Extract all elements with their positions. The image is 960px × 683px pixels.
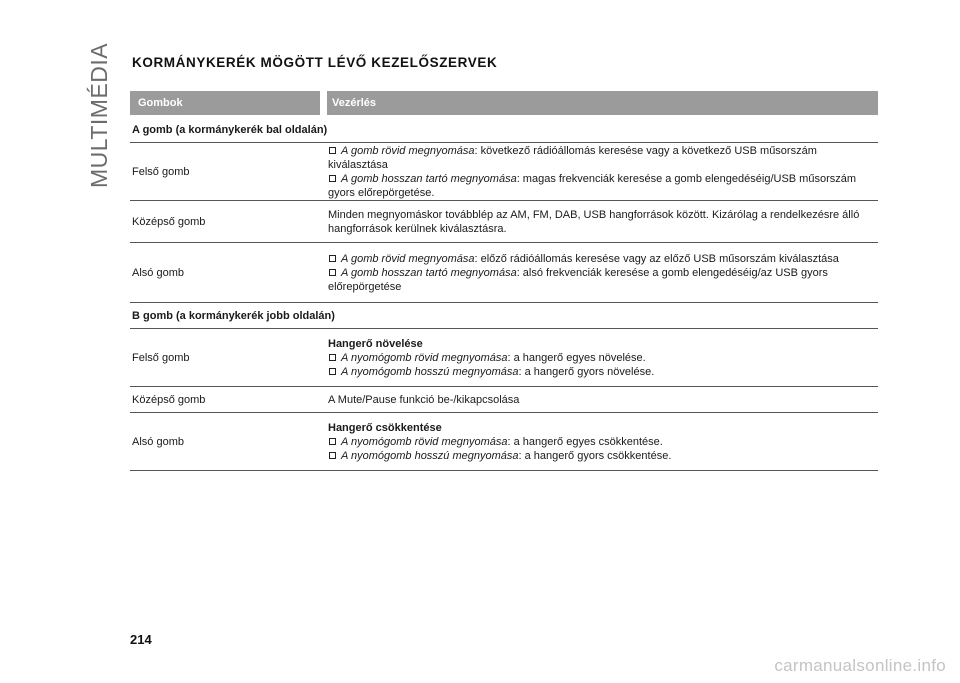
- row-subheading: Hangerő csökkentése: [328, 421, 442, 434]
- item-term: A gomb rövid megnyomása: [341, 252, 475, 265]
- list-item: [328, 266, 878, 294]
- item-term: A nyomógomb rövid megnyomása: [341, 351, 508, 364]
- row-label: Felső gomb: [132, 165, 190, 178]
- item-term: A nyomógomb hosszú megnyomása: [341, 365, 519, 378]
- list-item: [328, 351, 878, 365]
- side-chapter-title-text: MULTIMÉDIA: [86, 42, 112, 188]
- row-description: A Mute/Pause funkció be-/kikapcsolása: [328, 393, 520, 406]
- column-header-buttons: Gombok: [130, 91, 320, 115]
- page-number: 214: [130, 632, 152, 647]
- section-b-title: B gomb (a kormánykerék jobb oldalán): [130, 303, 878, 329]
- bullet-square-icon: [329, 147, 336, 154]
- list-item: [328, 252, 878, 266]
- row-label: Középső gomb: [132, 393, 206, 406]
- column-header-control: Vezérlés: [327, 91, 878, 115]
- list-item: [328, 449, 878, 463]
- bullet-square-icon: [329, 452, 336, 459]
- bullet-square-icon: [329, 175, 336, 182]
- table-row: [130, 201, 878, 243]
- page-title: KORMÁNYKERÉK MÖGÖTT LÉVŐ KEZELŐSZERVEK: [132, 55, 498, 70]
- row-description: [327, 138, 878, 206]
- bullet-square-icon: [329, 269, 336, 276]
- bullet-square-icon: [329, 255, 336, 262]
- list-item: [328, 365, 878, 379]
- item-term: A nyomógomb rövid megnyomása: [341, 435, 508, 448]
- bullet-square-icon: [329, 368, 336, 375]
- item-text: : alsó frekvenciák keresése a gomb elengedéséig/az USB gyors előrepörgetése: [328, 266, 828, 293]
- table-row: [130, 143, 878, 201]
- row-description: Minden megnyomáskor továbblép az AM, FM, DAB, USB hangforrások között. Kizárólag a rendelkezésre álló hangforrások kerülnek kiválasztásra.: [328, 208, 860, 235]
- item-text: : magas frekvenciák keresése a gomb elengedéséig/USB műsorszám gyors előrepörgetése.: [328, 172, 857, 199]
- row-subheading: Hangerő növelése: [328, 337, 423, 350]
- table-row: [130, 243, 878, 303]
- row-label: Alsó gomb: [132, 266, 184, 279]
- table-row: [130, 413, 878, 471]
- item-term: A gomb hosszan tartó megnyomása: [341, 172, 517, 185]
- item-text: : a hangerő egyes csökkentése.: [507, 435, 663, 448]
- list-item: [328, 172, 878, 200]
- row-label: Alsó gomb: [132, 435, 184, 448]
- row-description: [327, 415, 878, 469]
- list-item: [328, 144, 878, 172]
- section-a-title: A gomb (a kormánykerék bal oldalán): [130, 117, 878, 143]
- row-description: [327, 246, 878, 300]
- item-text: : előző rádióállomás keresése vagy az előző USB műsorszám kiválasztása: [474, 252, 839, 265]
- row-description: [327, 331, 878, 385]
- watermark-text: carmanualsonline.info: [774, 656, 946, 675]
- item-text: : a hangerő egyes növelése.: [507, 351, 646, 364]
- table-row: [130, 329, 878, 387]
- table-row: [130, 387, 878, 413]
- row-label: Középső gomb: [132, 215, 206, 228]
- item-term: A nyomógomb hosszú megnyomása: [341, 449, 519, 462]
- item-text: : következő rádióállomás keresése vagy a következő USB műsorszám kiválasztása: [328, 144, 817, 171]
- bullet-square-icon: [329, 354, 336, 361]
- bullet-square-icon: [329, 438, 336, 445]
- item-term: A gomb hosszan tartó megnyomása: [341, 266, 517, 279]
- list-item: [328, 435, 878, 449]
- item-text: : a hangerő gyors növelése.: [518, 365, 655, 378]
- row-label: Felső gomb: [132, 351, 190, 364]
- item-text: : a hangerő gyors csökkentése.: [518, 449, 672, 462]
- controls-table: [130, 91, 878, 471]
- table-header: [130, 91, 878, 115]
- item-term: A gomb rövid megnyomása: [341, 144, 475, 157]
- side-chapter-title: [86, 42, 112, 188]
